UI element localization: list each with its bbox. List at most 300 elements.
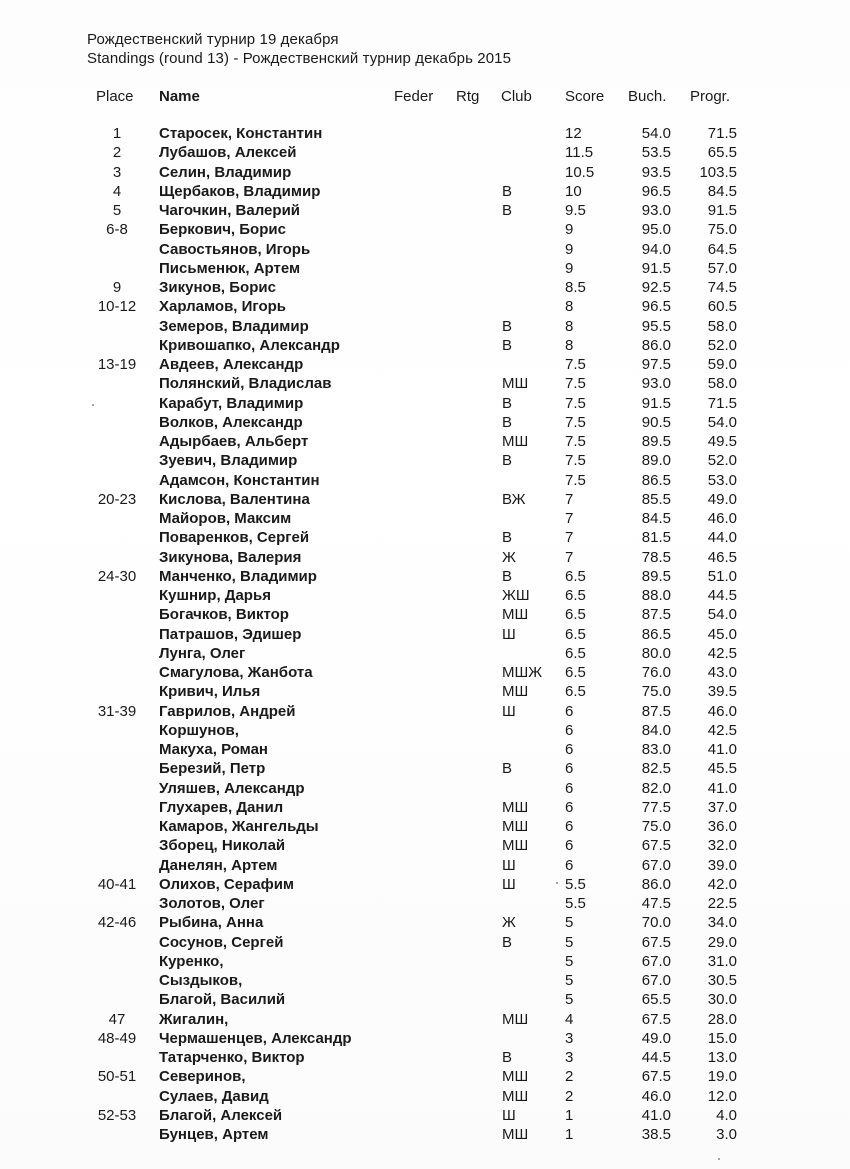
- row-score: 9: [565, 221, 574, 239]
- row-progr: 58.0: [707, 317, 737, 335]
- row-buch: 80.0: [641, 644, 671, 662]
- row-score: 6: [565, 702, 574, 720]
- row-score: 7.5: [565, 433, 586, 450]
- table-row: [0, 857, 850, 876]
- row-club: В: [502, 452, 513, 470]
- row-club: ЖШ: [502, 587, 530, 604]
- row-buch: 93.0: [641, 375, 671, 393]
- row-progr: 46.5: [707, 548, 737, 566]
- row-progr: 54.0: [707, 413, 737, 431]
- row-place: 5: [112, 202, 122, 219]
- row-score: 5: [565, 972, 574, 989]
- row-buch: 77.5: [641, 798, 671, 816]
- row-progr: 30.0: [707, 991, 737, 1009]
- row-progr: 41.0: [707, 741, 737, 758]
- row-score: 4: [565, 1010, 574, 1028]
- row-buch: 86.5: [641, 625, 671, 643]
- row-name: Сосунов, Сергей: [159, 933, 284, 951]
- row-name: Волков, Александр: [159, 413, 303, 431]
- row-buch: 87.5: [641, 606, 671, 624]
- row-score: 7: [565, 529, 574, 547]
- row-score: 7.5: [565, 375, 586, 393]
- row-score: 10.5: [565, 163, 595, 181]
- row-score: 6.5: [565, 587, 586, 604]
- table-row: [0, 510, 850, 529]
- tournament-title: Рождественский турнир 19 декабря: [87, 31, 339, 48]
- row-score: 8: [565, 336, 574, 354]
- row-score: 5: [565, 933, 574, 951]
- row-club: МШ: [502, 1068, 529, 1086]
- row-score: 11.5: [565, 144, 594, 162]
- row-score: 7: [565, 490, 574, 508]
- row-score: 5.5: [565, 875, 586, 893]
- row-name: Благой, Алексей: [159, 1106, 283, 1124]
- table-row: [0, 125, 850, 144]
- row-score: 9.5: [565, 202, 586, 219]
- table-row: [0, 953, 850, 972]
- col-header-club: Club: [501, 88, 532, 105]
- row-progr: 39.5: [707, 683, 737, 701]
- table-row: [0, 356, 850, 375]
- row-score: 6: [565, 760, 574, 778]
- row-place: 20-23: [97, 490, 137, 508]
- row-name: Благой, Василий: [159, 991, 286, 1009]
- table-row: [0, 1088, 850, 1107]
- row-place: 6-8: [106, 221, 128, 239]
- row-place: 1: [112, 125, 122, 142]
- row-progr: 65.5: [707, 144, 737, 162]
- row-progr: 29.0: [707, 933, 737, 951]
- table-row: [0, 1126, 850, 1145]
- table-row: [0, 1068, 850, 1087]
- row-place: 40-41: [97, 875, 137, 893]
- row-progr: 52.0: [707, 452, 737, 470]
- table-row: [0, 318, 850, 337]
- row-score: 3: [565, 1049, 574, 1066]
- row-club: Ш: [502, 1106, 516, 1124]
- row-club: МШ: [502, 1087, 529, 1105]
- row-name: Патрашов, Эдишер: [159, 625, 302, 643]
- row-name: Золотов, Олег: [159, 895, 265, 912]
- row-place: 47: [108, 1010, 126, 1028]
- scan-speck: [92, 404, 94, 406]
- row-progr: 41.0: [707, 779, 737, 797]
- row-name: Лубашов, Алексей: [159, 144, 297, 162]
- row-progr: 44.0: [707, 529, 737, 547]
- row-progr: 4.0: [716, 1106, 737, 1124]
- row-place: 50-51: [97, 1068, 137, 1086]
- row-score: 6.5: [565, 625, 586, 643]
- row-club: Ш: [502, 856, 516, 874]
- row-place: 31-39: [97, 702, 137, 720]
- row-buch: 82.0: [641, 779, 671, 797]
- row-name: Поваренков, Сергей: [159, 529, 310, 547]
- table-row: [0, 780, 850, 799]
- table-row: [0, 221, 850, 240]
- row-score: 6: [565, 818, 574, 835]
- row-club: В: [502, 202, 513, 219]
- table-row: [0, 568, 850, 587]
- row-progr: 58.0: [707, 375, 737, 393]
- row-progr: 28.0: [707, 1010, 737, 1028]
- row-progr: 22.5: [707, 895, 737, 912]
- row-buch: 67.5: [641, 1010, 671, 1028]
- row-score: 6.5: [565, 606, 586, 624]
- row-place: 42-46: [97, 914, 137, 932]
- row-club: МШ: [502, 1126, 529, 1143]
- row-score: 7.5: [565, 394, 586, 412]
- row-score: 7.5: [565, 413, 586, 431]
- table-row: [0, 741, 850, 760]
- row-score: 1: [565, 1106, 574, 1124]
- col-header-buch: Buch.: [628, 88, 667, 105]
- row-buch: 83.0: [641, 741, 671, 758]
- table-row: [0, 549, 850, 568]
- row-score: 6: [565, 837, 574, 855]
- row-place: 3: [112, 163, 122, 181]
- row-name: Богачков, Виктор: [159, 606, 289, 624]
- table-row: [0, 1107, 850, 1126]
- row-club: В: [502, 760, 513, 778]
- row-buch: 81.5: [641, 529, 671, 547]
- row-progr: 32.0: [707, 837, 737, 855]
- row-name: Лунга, Олег: [159, 644, 246, 662]
- row-progr: 19.0: [707, 1068, 737, 1086]
- row-club: МШ: [502, 433, 529, 450]
- row-name: Сыздыков,: [159, 972, 243, 989]
- row-progr: 52.0: [707, 336, 737, 354]
- row-name: Чагочкин, Валерий: [159, 202, 301, 219]
- row-name: Письменюк, Артем: [159, 259, 301, 277]
- row-buch: 95.5: [641, 317, 671, 335]
- row-name: Гаврилов, Андрей: [159, 702, 296, 720]
- row-name: Камаров, Жангельды: [159, 818, 319, 835]
- row-buch: 86.0: [641, 336, 671, 354]
- row-club: Ш: [502, 625, 516, 643]
- row-place: 24-30: [97, 567, 137, 585]
- row-score: 6: [565, 779, 574, 797]
- row-score: 8: [565, 298, 574, 316]
- row-club: В: [502, 394, 513, 412]
- row-name: Зборец, Николай: [159, 837, 286, 855]
- row-club: В: [502, 933, 513, 951]
- row-name: Жигалин,: [159, 1010, 229, 1028]
- row-buch: 75.0: [641, 683, 671, 701]
- row-buch: 67.0: [641, 856, 671, 874]
- row-club: МШ: [502, 606, 529, 624]
- row-score: 8: [565, 317, 574, 335]
- row-club: Ж: [502, 914, 516, 932]
- row-club: МШЖ: [502, 664, 543, 681]
- row-progr: 45.0: [707, 625, 737, 643]
- row-name: Татарченко, Виктор: [159, 1049, 305, 1066]
- row-name: Авдеев, Александр: [159, 356, 304, 373]
- row-progr: 74.5: [707, 279, 737, 296]
- row-score: 6: [565, 856, 574, 874]
- row-club: Ш: [502, 702, 516, 720]
- row-club: МШ: [502, 375, 529, 393]
- row-buch: 86.5: [641, 471, 671, 489]
- row-score: 6.5: [565, 644, 586, 662]
- row-name: Куренко,: [159, 952, 224, 970]
- row-progr: 42.0: [707, 875, 737, 893]
- table-row: [0, 683, 850, 702]
- row-club: В: [502, 567, 513, 585]
- row-name: Кислова, Валентина: [159, 490, 310, 508]
- row-progr: 39.0: [707, 856, 737, 874]
- row-buch: 47.5: [641, 895, 671, 912]
- row-score: 7.5: [565, 452, 586, 470]
- row-club: МШ: [502, 818, 529, 835]
- table-row: [0, 183, 850, 202]
- row-buch: 96.5: [641, 298, 671, 316]
- table-row: [0, 837, 850, 856]
- table-row: [0, 529, 850, 548]
- row-score: 3: [565, 1029, 574, 1047]
- row-name: Бунцев, Артем: [159, 1126, 269, 1143]
- table-row: [0, 414, 850, 433]
- table-row: [0, 144, 850, 163]
- row-score: 7.5: [565, 471, 586, 489]
- table-row: [0, 645, 850, 664]
- row-name: Чермашенцев, Александр: [159, 1029, 352, 1047]
- col-header-feder: Feder: [394, 88, 434, 105]
- row-name: Адырбаев, Альберт: [159, 433, 309, 450]
- row-score: 5.5: [565, 895, 586, 912]
- table-row: [0, 164, 850, 183]
- row-progr: 12.0: [707, 1087, 737, 1105]
- row-name: Кушнир, Дарья: [159, 587, 271, 604]
- row-buch: 96.5: [641, 182, 671, 200]
- row-name: Харламов, Игорь: [159, 298, 287, 316]
- row-buch: 84.0: [641, 721, 671, 739]
- row-place: 4: [112, 182, 122, 200]
- standings-subtitle: Standings (round 13) - Рождественский турнир декабрь 2015: [87, 50, 512, 67]
- table-row: [0, 934, 850, 953]
- row-buch: 92.5: [641, 279, 671, 296]
- row-buch: 70.0: [641, 914, 671, 932]
- table-row: [0, 452, 850, 471]
- row-progr: 51.0: [707, 567, 737, 585]
- row-name: Данелян, Артем: [159, 856, 278, 874]
- row-progr: 49.5: [707, 433, 737, 450]
- row-score: 2: [565, 1087, 574, 1105]
- row-progr: 44.5: [707, 587, 737, 604]
- row-progr: 71.5: [707, 125, 737, 142]
- row-buch: 91.5: [641, 394, 671, 412]
- row-score: 7: [565, 510, 574, 527]
- row-progr: 60.5: [707, 298, 737, 316]
- row-progr: 103.5: [699, 163, 737, 181]
- row-club: В: [502, 529, 513, 547]
- row-score: 9: [565, 259, 574, 277]
- row-name: Коршунов,: [159, 721, 239, 739]
- row-score: 7: [565, 548, 574, 566]
- row-buch: 67.0: [641, 952, 671, 970]
- row-buch: 89.0: [641, 452, 671, 470]
- row-name: Глухарев, Данил: [159, 798, 284, 816]
- row-club: МШ: [502, 683, 529, 701]
- row-progr: 3.0: [716, 1126, 737, 1143]
- table-row: [0, 972, 850, 991]
- row-buch: 95.0: [641, 221, 671, 239]
- row-progr: 59.0: [707, 356, 737, 373]
- row-club: МШ: [502, 837, 529, 855]
- table-row: [0, 375, 850, 394]
- row-buch: 44.5: [641, 1049, 671, 1066]
- row-club: В: [502, 336, 513, 354]
- table-row: [0, 1049, 850, 1068]
- row-progr: 42.5: [707, 644, 737, 662]
- row-progr: 36.0: [707, 818, 737, 835]
- row-buch: 54.0: [641, 125, 671, 142]
- row-name: Макуха, Роман: [159, 741, 268, 758]
- row-progr: 34.0: [707, 914, 737, 932]
- col-header-score: Score: [565, 88, 605, 105]
- row-name: Савостьянов, Игорь: [159, 240, 311, 258]
- row-buch: 46.0: [641, 1087, 671, 1105]
- row-progr: 45.5: [707, 760, 737, 778]
- row-name: Манченко, Владимир: [159, 567, 317, 585]
- table-row: [0, 241, 850, 260]
- row-progr: 31.0: [707, 952, 737, 970]
- row-name: Рыбина, Анна: [159, 914, 264, 932]
- table-row: [0, 298, 850, 317]
- row-score: 5: [565, 952, 574, 970]
- row-name: Кривич, Илья: [159, 683, 261, 701]
- row-club: В: [502, 317, 513, 335]
- row-buch: 84.5: [641, 510, 671, 527]
- row-progr: 64.5: [707, 240, 737, 258]
- row-score: 6: [565, 798, 574, 816]
- row-buch: 91.5: [641, 259, 671, 277]
- row-progr: 43.0: [707, 664, 737, 681]
- table-row: [0, 587, 850, 606]
- row-buch: 75.0: [641, 818, 671, 835]
- row-name: Зуевич, Владимир: [159, 452, 298, 470]
- table-row: [0, 491, 850, 510]
- row-name: Селин, Владимир: [159, 163, 292, 181]
- row-buch: 53.5: [641, 144, 671, 162]
- row-score: 6: [565, 741, 574, 758]
- table-row: [0, 991, 850, 1010]
- row-name: Олихов, Серафим: [159, 875, 295, 893]
- table-row: [0, 895, 850, 914]
- table-row: [0, 395, 850, 414]
- row-buch: 86.0: [641, 875, 671, 893]
- table-row: [0, 1030, 850, 1049]
- row-progr: 57.0: [707, 259, 737, 277]
- table-row: [0, 337, 850, 356]
- row-progr: 13.0: [707, 1049, 737, 1066]
- row-progr: 91.5: [707, 202, 737, 219]
- row-name: Полянский, Владислав: [159, 375, 332, 393]
- row-progr: 75.0: [707, 221, 737, 239]
- row-name: Беркович, Борис: [159, 221, 286, 239]
- col-header-rtg: Rtg: [456, 88, 480, 105]
- table-row: [0, 260, 850, 279]
- table-row: [0, 799, 850, 818]
- row-club: В: [502, 1049, 513, 1066]
- table-row: [0, 664, 850, 683]
- table-row: [0, 760, 850, 779]
- table-row: [0, 818, 850, 837]
- row-buch: 90.5: [641, 413, 671, 431]
- table-row: [0, 202, 850, 221]
- row-score: 6.5: [565, 567, 586, 585]
- row-name: Зикунов, Борис: [159, 279, 276, 296]
- row-club: В: [502, 182, 513, 200]
- row-score: 6.5: [565, 664, 586, 681]
- row-score: 5: [565, 991, 574, 1009]
- row-club: Ж: [502, 548, 516, 566]
- row-score: 6: [565, 721, 574, 739]
- row-progr: 37.0: [707, 798, 737, 816]
- row-buch: 85.5: [641, 490, 671, 508]
- row-score: 2: [565, 1068, 574, 1086]
- row-progr: 30.5: [707, 972, 737, 989]
- col-header-progr: Progr.: [690, 88, 731, 105]
- table-row: [0, 279, 850, 298]
- row-place: 2: [112, 144, 122, 162]
- row-progr: 49.0: [707, 490, 737, 508]
- scan-speck: [718, 1158, 720, 1160]
- row-name: Северинов,: [159, 1068, 246, 1086]
- table-row: [0, 914, 850, 933]
- row-progr: 84.5: [707, 182, 737, 200]
- row-buch: 93.5: [641, 163, 671, 181]
- table-row: [0, 876, 850, 895]
- row-score: 8.5: [565, 279, 586, 296]
- row-progr: 15.0: [707, 1029, 737, 1047]
- row-progr: 46.0: [707, 702, 737, 720]
- row-club: МШ: [502, 1010, 529, 1028]
- row-buch: 97.5: [641, 356, 671, 373]
- row-name: Майоров, Максим: [159, 510, 292, 527]
- col-header-place: Place: [96, 88, 134, 105]
- row-name: Старосек, Константин: [159, 125, 323, 142]
- scan-speck: [556, 882, 558, 884]
- row-score: 6.5: [565, 683, 586, 701]
- row-name: Адамсон, Константин: [159, 471, 320, 489]
- row-buch: 67.5: [641, 1068, 671, 1086]
- table-row: [0, 606, 850, 625]
- row-buch: 76.0: [641, 664, 671, 681]
- row-buch: 49.0: [641, 1029, 671, 1047]
- row-place: 10-12: [97, 298, 137, 316]
- row-score: 5: [565, 914, 574, 932]
- row-score: 9: [565, 240, 574, 258]
- row-place: 9: [112, 279, 122, 296]
- row-name: Кривошапко, Александр: [159, 336, 340, 354]
- row-name: Уляшев, Александр: [159, 779, 305, 797]
- row-buch: 93.0: [641, 202, 671, 219]
- row-progr: 42.5: [707, 721, 737, 739]
- row-buch: 65.5: [641, 991, 671, 1009]
- row-name: Щербаков, Владимир: [159, 182, 321, 200]
- row-buch: 82.5: [641, 760, 671, 778]
- row-buch: 78.5: [641, 548, 671, 566]
- row-name: Березий, Петр: [159, 760, 266, 778]
- row-score: 10: [565, 182, 582, 200]
- row-progr: 46.0: [707, 510, 737, 527]
- table-row: [0, 722, 850, 741]
- row-buch: 87.5: [641, 702, 671, 720]
- row-buch: 41.0: [641, 1106, 671, 1124]
- table-row: [0, 626, 850, 645]
- col-header-name: Name: [159, 88, 200, 105]
- row-buch: 67.5: [641, 933, 671, 951]
